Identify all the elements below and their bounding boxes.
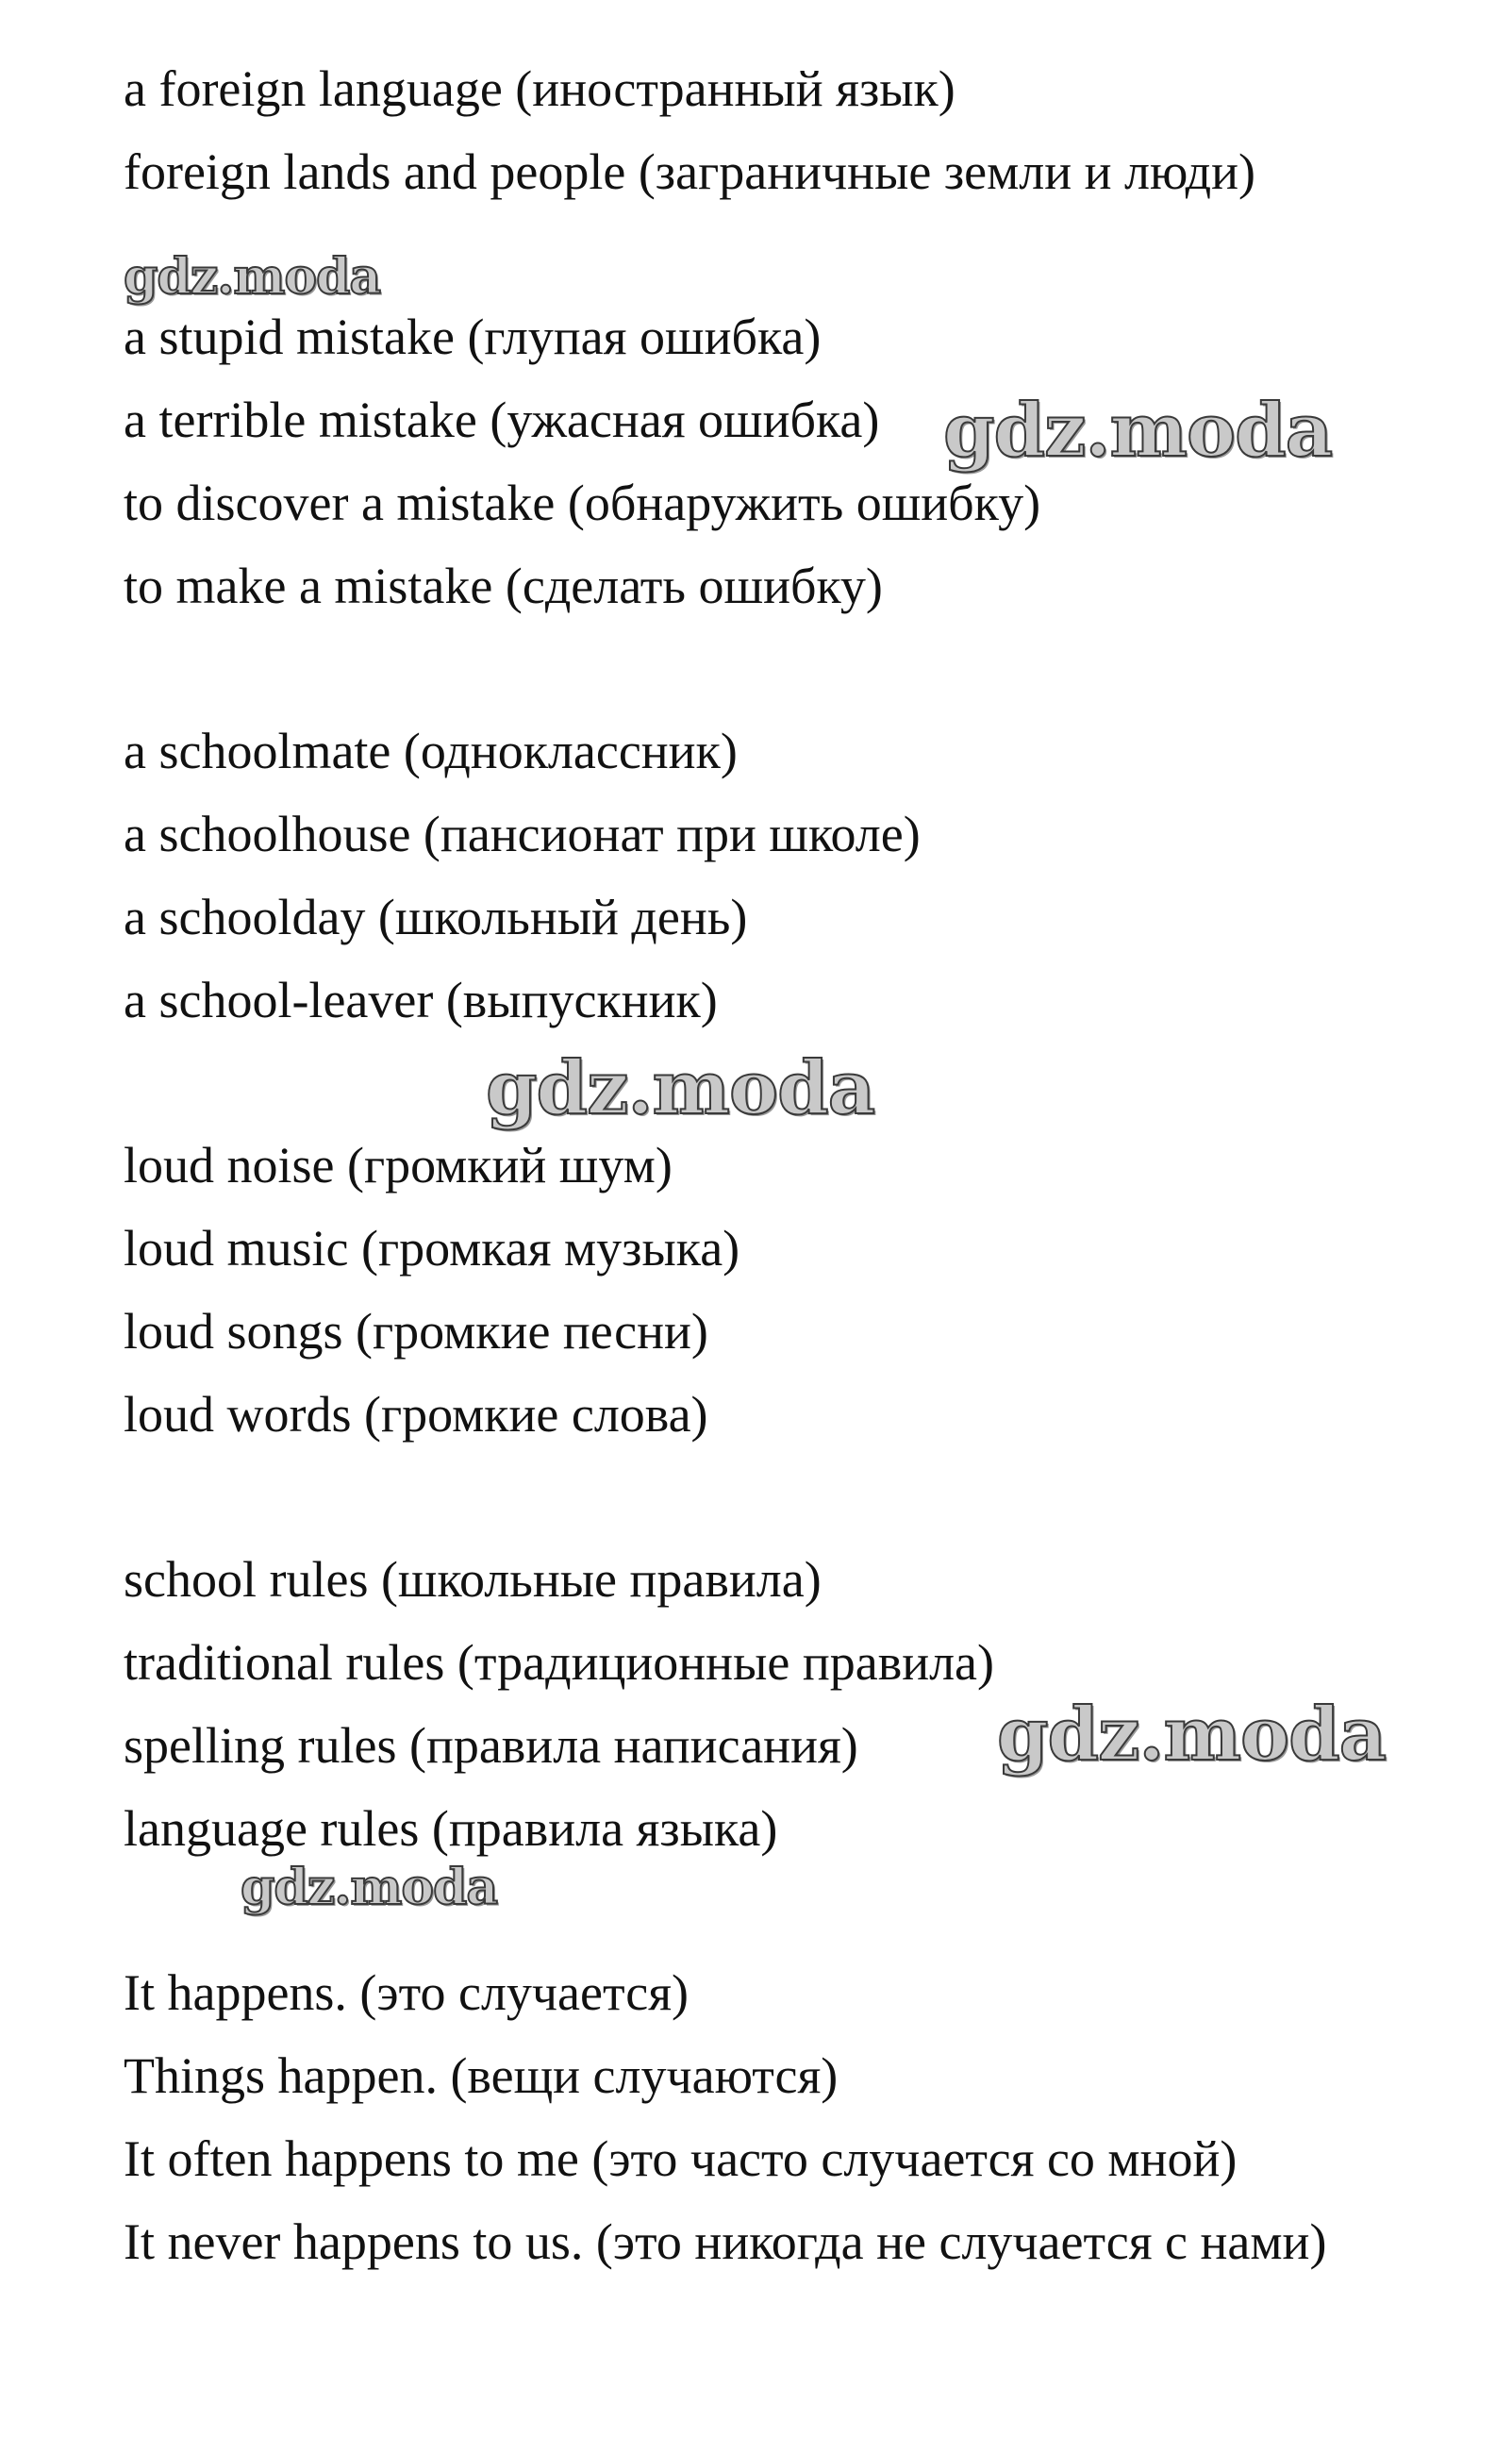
phrase-line: loud music (громкая музыка) bbox=[124, 1220, 740, 1277]
phrase-line: a schoolmate (одноклассник) bbox=[124, 723, 738, 779]
phrase-line: school rules (школьные правила) bbox=[124, 1551, 822, 1608]
watermark: gdz.moda bbox=[241, 1859, 498, 1916]
watermark: gdz.moda bbox=[943, 388, 1333, 474]
watermark: gdz.moda bbox=[124, 248, 381, 306]
phrase-line: a stupid mistake (глупая ошибка) bbox=[124, 309, 822, 365]
watermark: gdz.moda bbox=[997, 1692, 1387, 1778]
phrase-line: loud songs (громкие песни) bbox=[124, 1303, 708, 1360]
phrase-line: spelling rules (правила написания) bbox=[124, 1717, 858, 1774]
watermark: gdz.moda bbox=[486, 1045, 875, 1131]
phrase-line: loud noise (громкий шум) bbox=[124, 1137, 673, 1194]
phrase-line: to make a mistake (сделать ошибку) bbox=[124, 558, 883, 614]
phrase-line: to discover a mistake (обнаружить ошибку) bbox=[124, 475, 1041, 531]
phrase-line: a schoolhouse (пансионат при школе) bbox=[124, 806, 921, 862]
phrase-line: a schoolday (школьный день) bbox=[124, 889, 748, 945]
phrase-line: It happens. (это случается) bbox=[124, 1964, 690, 2021]
phrase-line: a foreign language (иностранный язык) bbox=[124, 60, 955, 117]
phrase-line: Things happen. (вещи случаются) bbox=[124, 2047, 839, 2104]
phrase-line: loud words (громкие слова) bbox=[124, 1386, 708, 1443]
phrase-line: It never happens to us. (это никогда не случается с нами) bbox=[124, 2213, 1327, 2270]
phrase-line: foreign lands and people (заграничные земли и люди) bbox=[124, 143, 1255, 200]
phrase-line: It often happens to me (это часто случается со мной) bbox=[124, 2130, 1238, 2187]
phrase-line: traditional rules (традиционные правила) bbox=[124, 1634, 994, 1691]
phrase-line: a school-leaver (выпускник) bbox=[124, 972, 718, 1028]
phrase-line: a terrible mistake (ужасная ошибка) bbox=[124, 392, 880, 448]
phrase-line: language rules (правила языка) bbox=[124, 1800, 778, 1857]
